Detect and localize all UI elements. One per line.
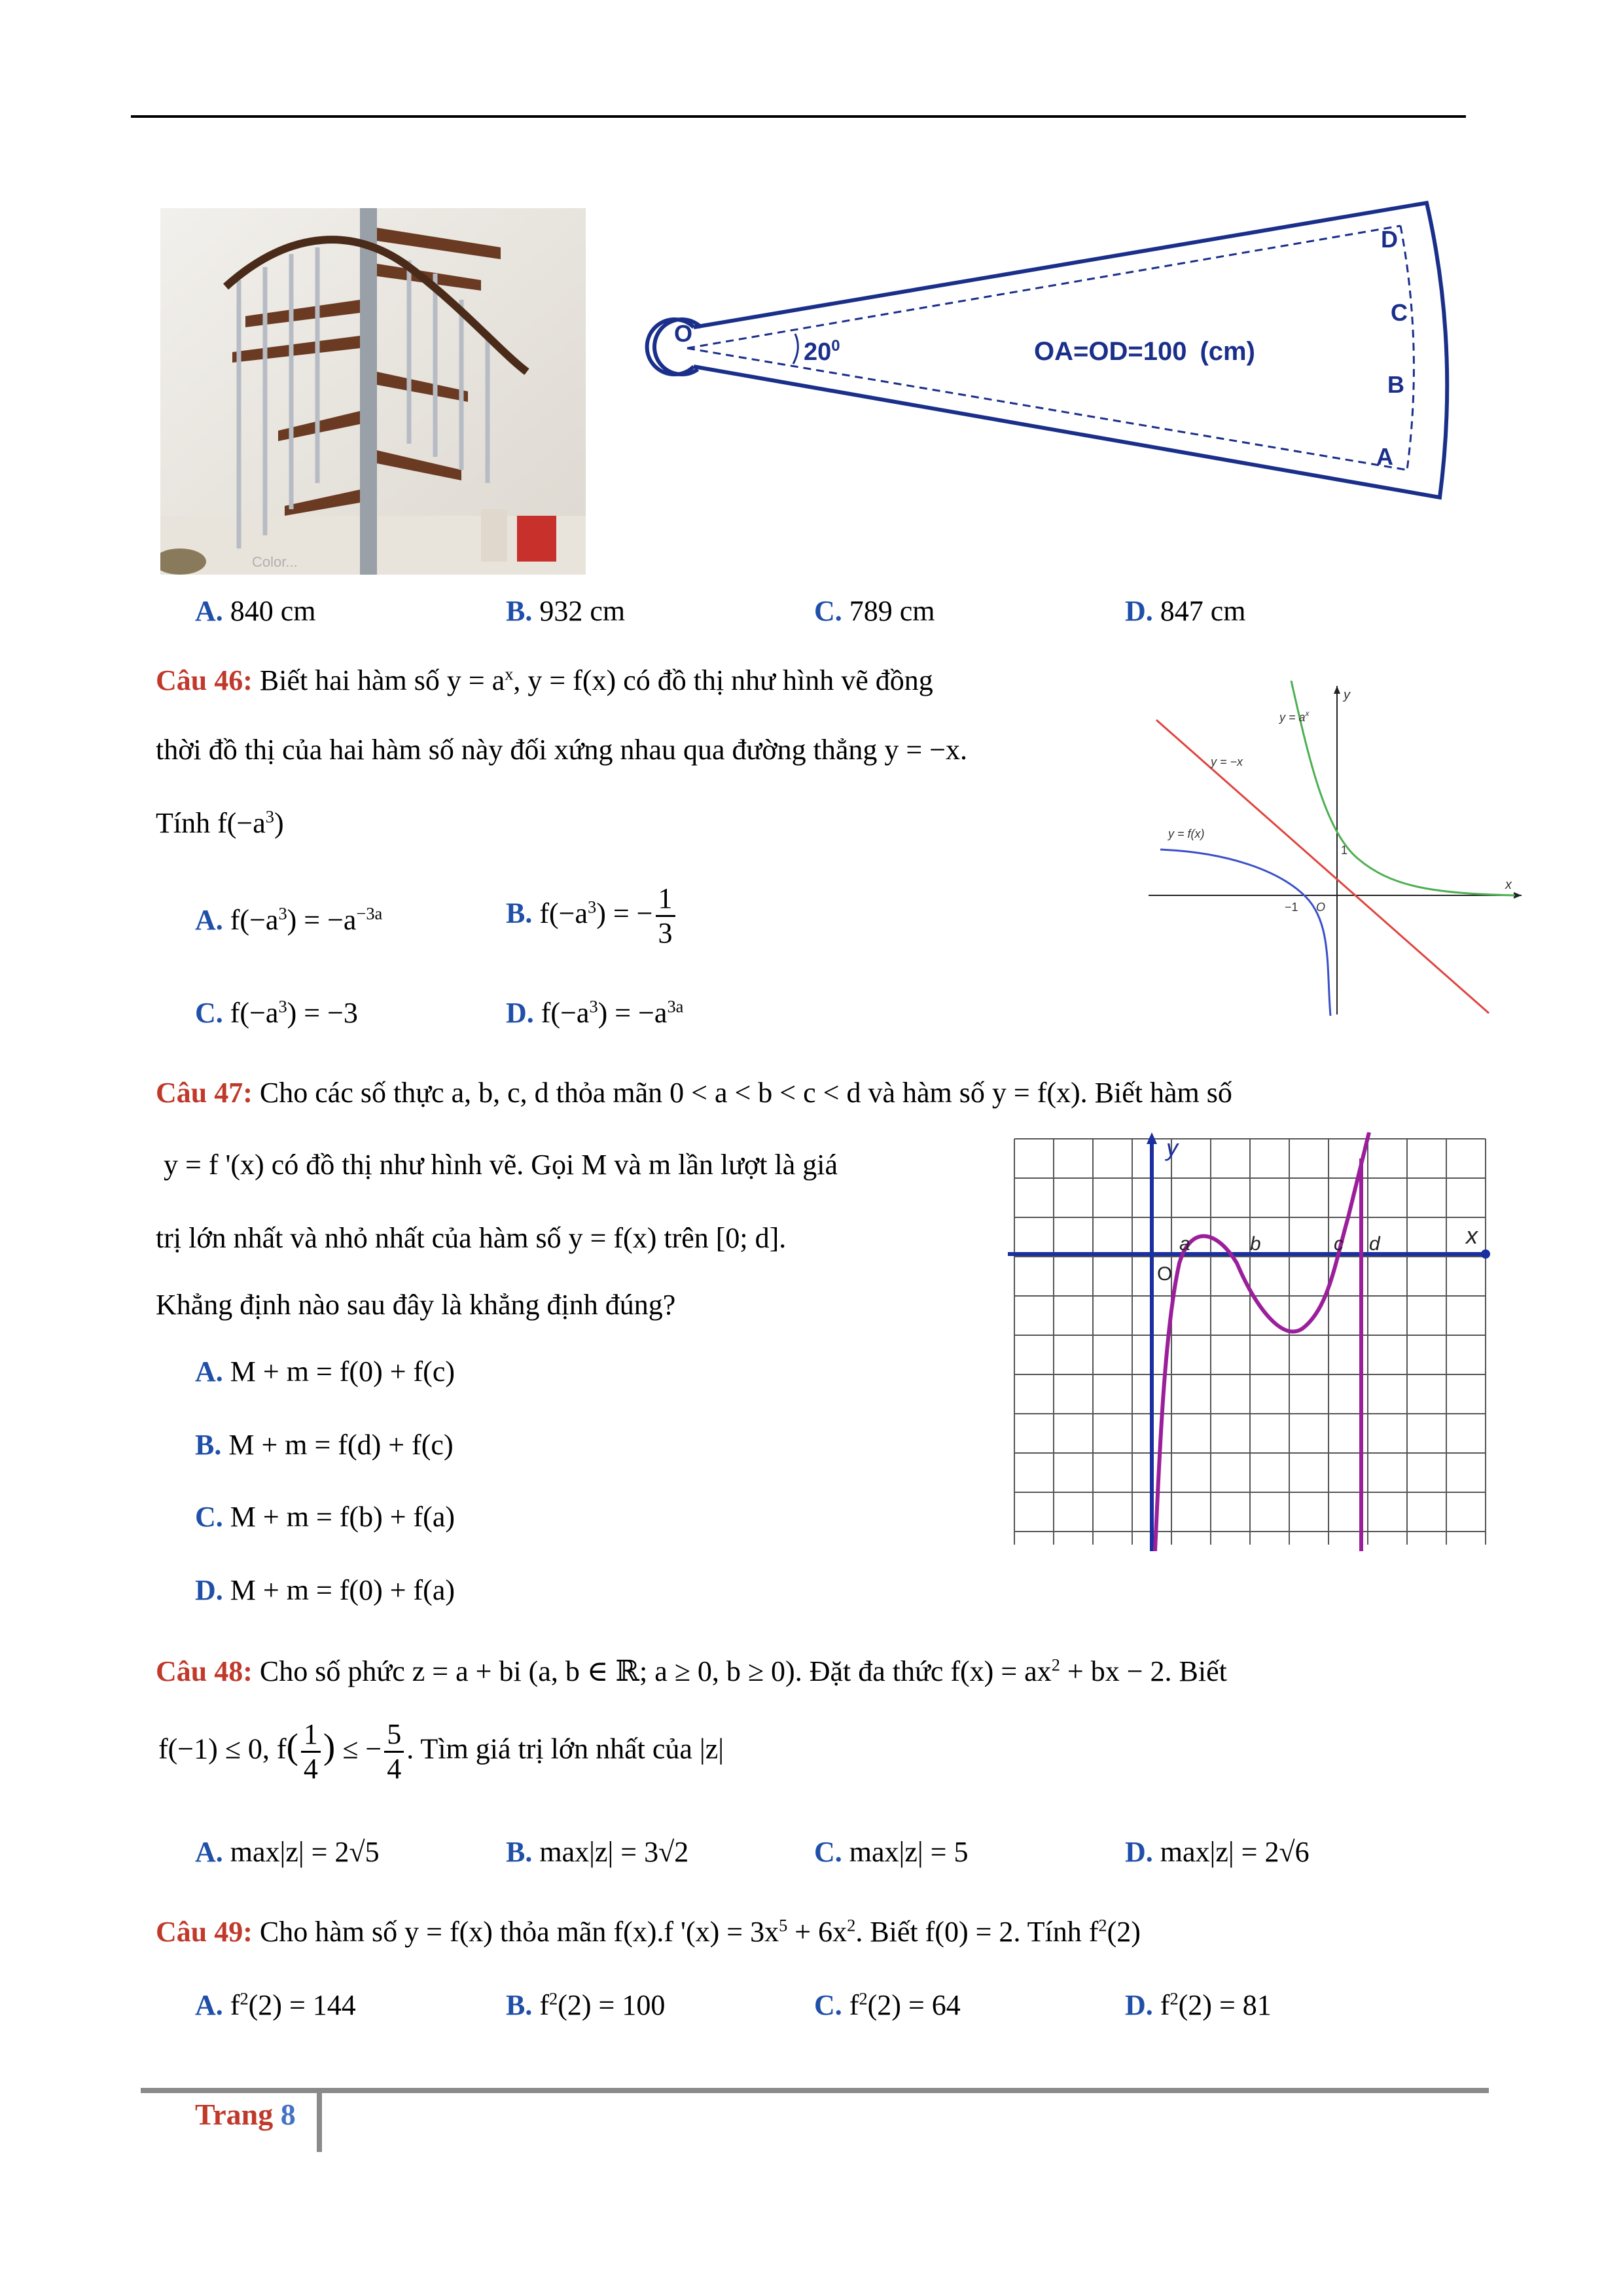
curve-fx	[1160, 850, 1330, 1016]
q49-option-a[interactable]: A. $f^2(2) = 144$	[195, 1988, 356, 2021]
q46-graph	[1149, 681, 1528, 1021]
point-label-d: D	[1381, 226, 1398, 253]
photo-credit: Color...	[252, 554, 298, 570]
q47-option-b[interactable]: B. M + m = f(d) + f(c)	[195, 1429, 454, 1461]
q49-option-d[interactable]: D. $f^2(2) = 81$	[1125, 1988, 1272, 2021]
y-axis-label: y	[1166, 1134, 1178, 1161]
q45-option-b[interactable]: B. 932 cm	[506, 595, 626, 627]
line-neg-x	[1156, 720, 1489, 1013]
q48-option-d[interactable]: D. max|z| = 2√6	[1125, 1836, 1310, 1868]
q49-option-b[interactable]: B. $f^2(2) = 100$	[506, 1988, 666, 2021]
x-axis-label: x	[1466, 1222, 1478, 1249]
point-d-label: d	[1369, 1233, 1380, 1255]
q45-option-a[interactable]: A. 840 cm	[195, 595, 316, 627]
q49-option-c[interactable]: C. $f^2(2) = 64$	[814, 1988, 961, 2021]
y-axis-label: y	[1344, 688, 1350, 702]
point-label-c: C	[1391, 299, 1408, 326]
origin-label: O	[1157, 1263, 1173, 1285]
origin-label: O	[1316, 901, 1326, 914]
q46-line1: Câu 46: Biết hai hàm số $y = a^x$, y = f(x) có đồ thị như hình vẽ đồng	[156, 664, 933, 696]
page-number: Trang 8	[195, 2098, 296, 2131]
staircase-sector-diagram	[641, 196, 1466, 589]
tick-1: 1	[1341, 844, 1348, 857]
q47-line2: y = f '(x) có đồ thị như hình vẽ. Gọi M và m lần lượt là giá	[164, 1149, 838, 1181]
q47-line1: Câu 47: Cho các số thực a, b, c, d thỏa mãn 0 < a < b < c < d và hàm số y = f(x). Biết hàm số	[156, 1077, 1232, 1109]
q46-option-b[interactable]: B. $f(-a^3)$ = − $\frac{1}{3}$	[506, 882, 678, 950]
q47-derivative-graph	[1008, 1132, 1492, 1551]
q48-option-b[interactable]: B. max|z| = 3√2	[506, 1836, 689, 1868]
q47-line4: Khẳng định nào sau đây là khẳng định đúng?	[156, 1289, 676, 1321]
q47-option-a[interactable]: A. M + m = f(0) + f(c)	[195, 1355, 455, 1388]
q48-option-c[interactable]: C. max|z| = 5	[814, 1836, 969, 1868]
label-neg-x: y = −x	[1211, 755, 1243, 768]
point-b-label: b	[1250, 1233, 1261, 1255]
grid	[1014, 1139, 1486, 1545]
q49-line1: Câu 49: Cho hàm số y = f(x) thỏa mãn f(x).f '$(x) = 3x^5 + 6x^2$. Biết f(0) = 2. Tính $f^2(2)$	[156, 1915, 1141, 1948]
q45-option-d[interactable]: D. 847 cm	[1125, 595, 1246, 627]
spiral-staircase-photo	[160, 208, 586, 575]
point-label-a: A	[1376, 443, 1393, 470]
q48-line1: Câu 48: Cho số phức z = a + bi (a, b ∈ ℝ; a ≥ 0, b ≥ 0). Đặt đa thức $f(x) = ax^2$ + bx − 2. Biết	[156, 1655, 1227, 1687]
q46-line2: thời đồ thị của hai hàm số này đối xứng nhau qua đường thẳng y = −x.	[156, 734, 968, 766]
q45-option-c[interactable]: C. 789 cm	[814, 595, 935, 627]
q47-option-d[interactable]: D. M + m = f(0) + f(a)	[195, 1574, 455, 1606]
label-ax: $y = a^x$	[1279, 709, 1310, 724]
q48-option-a[interactable]: A. max|z| = 2√5	[195, 1836, 380, 1868]
angle-label: $20^0$	[804, 337, 840, 366]
q48-line2: f(−1) ≤ 0, f( $\frac{1}{4}$ ) ≤ − $\frac{5}{4}$ . Tìm giá trị lớn nhất của |z|	[158, 1718, 724, 1785]
q46-option-c[interactable]: C. $f(-a^3) = -3$	[195, 996, 358, 1029]
q47-line3: trị lớn nhất và nhỏ nhất của hàm số y = f(x) trên [0; d].	[156, 1222, 787, 1254]
header-rule	[131, 115, 1466, 118]
x-axis-label: x	[1505, 878, 1512, 892]
point-c-label: c	[1334, 1233, 1344, 1255]
measure-label: OA=OD=100 (cm)	[1034, 337, 1255, 366]
footer-rule	[141, 2088, 1489, 2093]
footer-divider	[317, 2093, 322, 2152]
point-a-label: a	[1179, 1233, 1190, 1255]
center-label-o: O	[674, 320, 693, 347]
label-fx: y = f(x)	[1168, 827, 1205, 840]
tick-neg1: −1	[1285, 901, 1298, 914]
q46-option-a[interactable]: A. $f(-a^3) = -a^{-3a}$	[195, 903, 383, 936]
q46-line3: Tính $f(-a^3)$	[156, 806, 284, 839]
point-label-b: B	[1387, 371, 1404, 398]
derivative-curve	[1155, 1132, 1369, 1551]
curve-exp	[1291, 681, 1515, 895]
q47-option-c[interactable]: C. M + m = f(b) + f(a)	[195, 1501, 455, 1533]
q46-option-d[interactable]: D. $f(-a^3) = -a^{3a}$	[506, 996, 684, 1029]
